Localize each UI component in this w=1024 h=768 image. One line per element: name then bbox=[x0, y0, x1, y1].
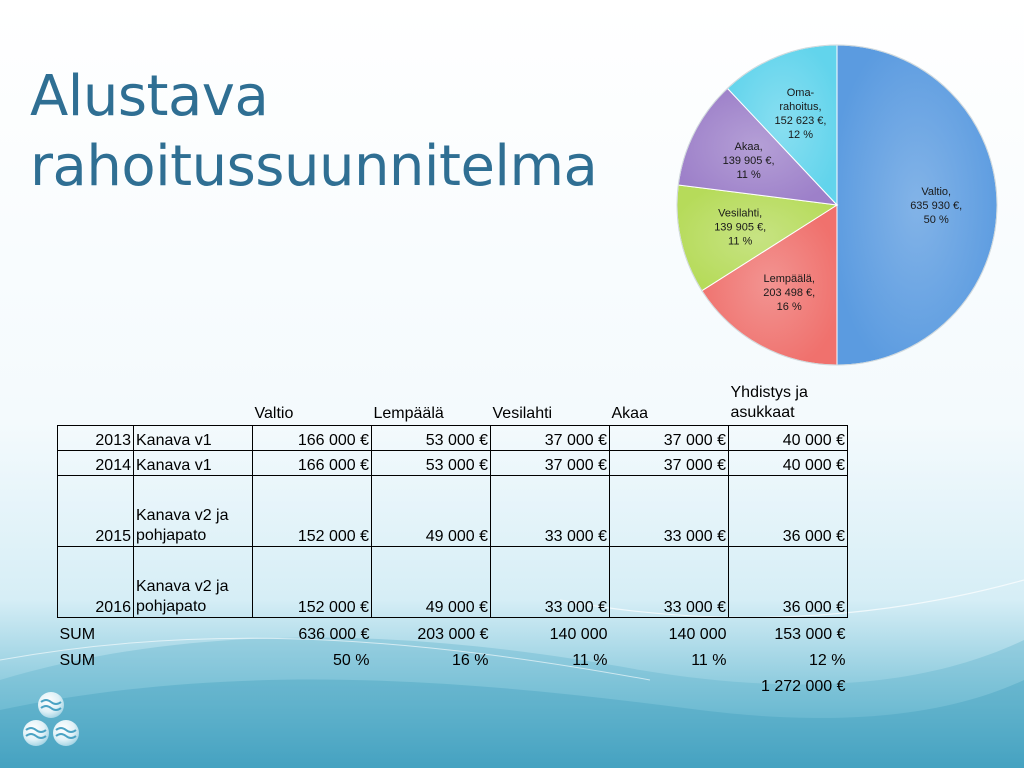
header-vesilahti: Vesilahti bbox=[492, 405, 553, 422]
pie-label-lemp-l-: Lempäälä, 203 498 €, 16 % bbox=[763, 272, 816, 313]
pie-label-valtio: Valtio, 635 930 €, 50 % bbox=[910, 185, 963, 226]
row-item: Kanava v1 bbox=[134, 426, 253, 451]
row-item: Kanava v1 bbox=[134, 451, 253, 476]
cell-value: 36 000 € bbox=[729, 476, 848, 547]
sum-percent: 11 % bbox=[572, 652, 608, 669]
cell-value: 49 000 € bbox=[372, 476, 491, 547]
cell-value: 49 000 € bbox=[372, 547, 491, 618]
cell-value: 37 000 € bbox=[491, 451, 610, 476]
table-row bbox=[58, 476, 848, 547]
cell-value: 40 000 € bbox=[729, 451, 848, 476]
sum-value: 203 000 € bbox=[417, 626, 489, 643]
header-lempaala: Lempäälä bbox=[373, 405, 444, 422]
funding-pie-chart bbox=[672, 40, 1002, 370]
sum-percent: 12 % bbox=[809, 652, 846, 669]
cell-value: 37 000 € bbox=[610, 426, 729, 451]
row-item: Kanava v2 ja pohjapato bbox=[134, 476, 253, 547]
page-title bbox=[30, 62, 597, 202]
cell-value: 36 000 € bbox=[729, 547, 848, 618]
header-akaa: Akaa bbox=[611, 405, 648, 422]
sum-value: 153 000 € bbox=[774, 626, 846, 643]
header-yhdistys: Yhdistys ja asukkaat bbox=[730, 384, 808, 421]
pie-label-oma-rahoitus: Oma-rahoitus, 152 623 €, 12 % bbox=[774, 86, 827, 141]
cell-value: 166 000 € bbox=[253, 426, 372, 451]
row-year: 2015 bbox=[58, 476, 134, 547]
title-line-2: rahoitussuunnitelma bbox=[30, 134, 598, 199]
sum-value: 140 000 bbox=[549, 626, 608, 643]
sum-label: SUM bbox=[59, 626, 96, 643]
title-line-1: Alustava bbox=[30, 64, 269, 129]
cell-value: 33 000 € bbox=[610, 547, 729, 618]
sum-percent: 16 % bbox=[452, 652, 489, 669]
cell-value: 166 000 € bbox=[253, 451, 372, 476]
sum-label: SUM bbox=[59, 652, 96, 669]
sum-row bbox=[58, 618, 848, 645]
header-valtio: Valtio bbox=[254, 405, 294, 422]
logo-icon bbox=[22, 690, 80, 752]
cell-value: 152 000 € bbox=[253, 547, 372, 618]
funding-table bbox=[57, 375, 848, 696]
cell-value: 33 000 € bbox=[491, 547, 610, 618]
table-row bbox=[58, 451, 848, 476]
cell-value: 53 000 € bbox=[372, 451, 491, 476]
cell-value: 33 000 € bbox=[610, 476, 729, 547]
sum-percent: 50 % bbox=[333, 652, 370, 669]
table-row bbox=[58, 547, 848, 618]
cell-value: 40 000 € bbox=[729, 426, 848, 451]
cell-value: 33 000 € bbox=[491, 476, 610, 547]
pie-label-vesilahti: Vesilahti, 139 905 €, 11 % bbox=[714, 207, 767, 248]
grand-total: 1 272 000 € bbox=[760, 678, 846, 695]
row-year: 2013 bbox=[58, 426, 134, 451]
table-header-row bbox=[58, 375, 848, 426]
grand-total-row bbox=[58, 670, 848, 696]
sum-value: 140 000 bbox=[668, 626, 727, 643]
row-year: 2014 bbox=[58, 451, 134, 476]
sum-percent: 11 % bbox=[691, 652, 727, 669]
sum-percent-row bbox=[58, 644, 848, 670]
row-item: Kanava v2 ja pohjapato bbox=[134, 547, 253, 618]
cell-value: 37 000 € bbox=[491, 426, 610, 451]
sum-value: 636 000 € bbox=[298, 626, 370, 643]
row-year: 2016 bbox=[58, 547, 134, 618]
cell-value: 152 000 € bbox=[253, 476, 372, 547]
pie-label-akaa: Akaa, 139 905 €, 11 % bbox=[722, 140, 775, 181]
cell-value: 37 000 € bbox=[610, 451, 729, 476]
table-row bbox=[58, 426, 848, 451]
cell-value: 53 000 € bbox=[372, 426, 491, 451]
